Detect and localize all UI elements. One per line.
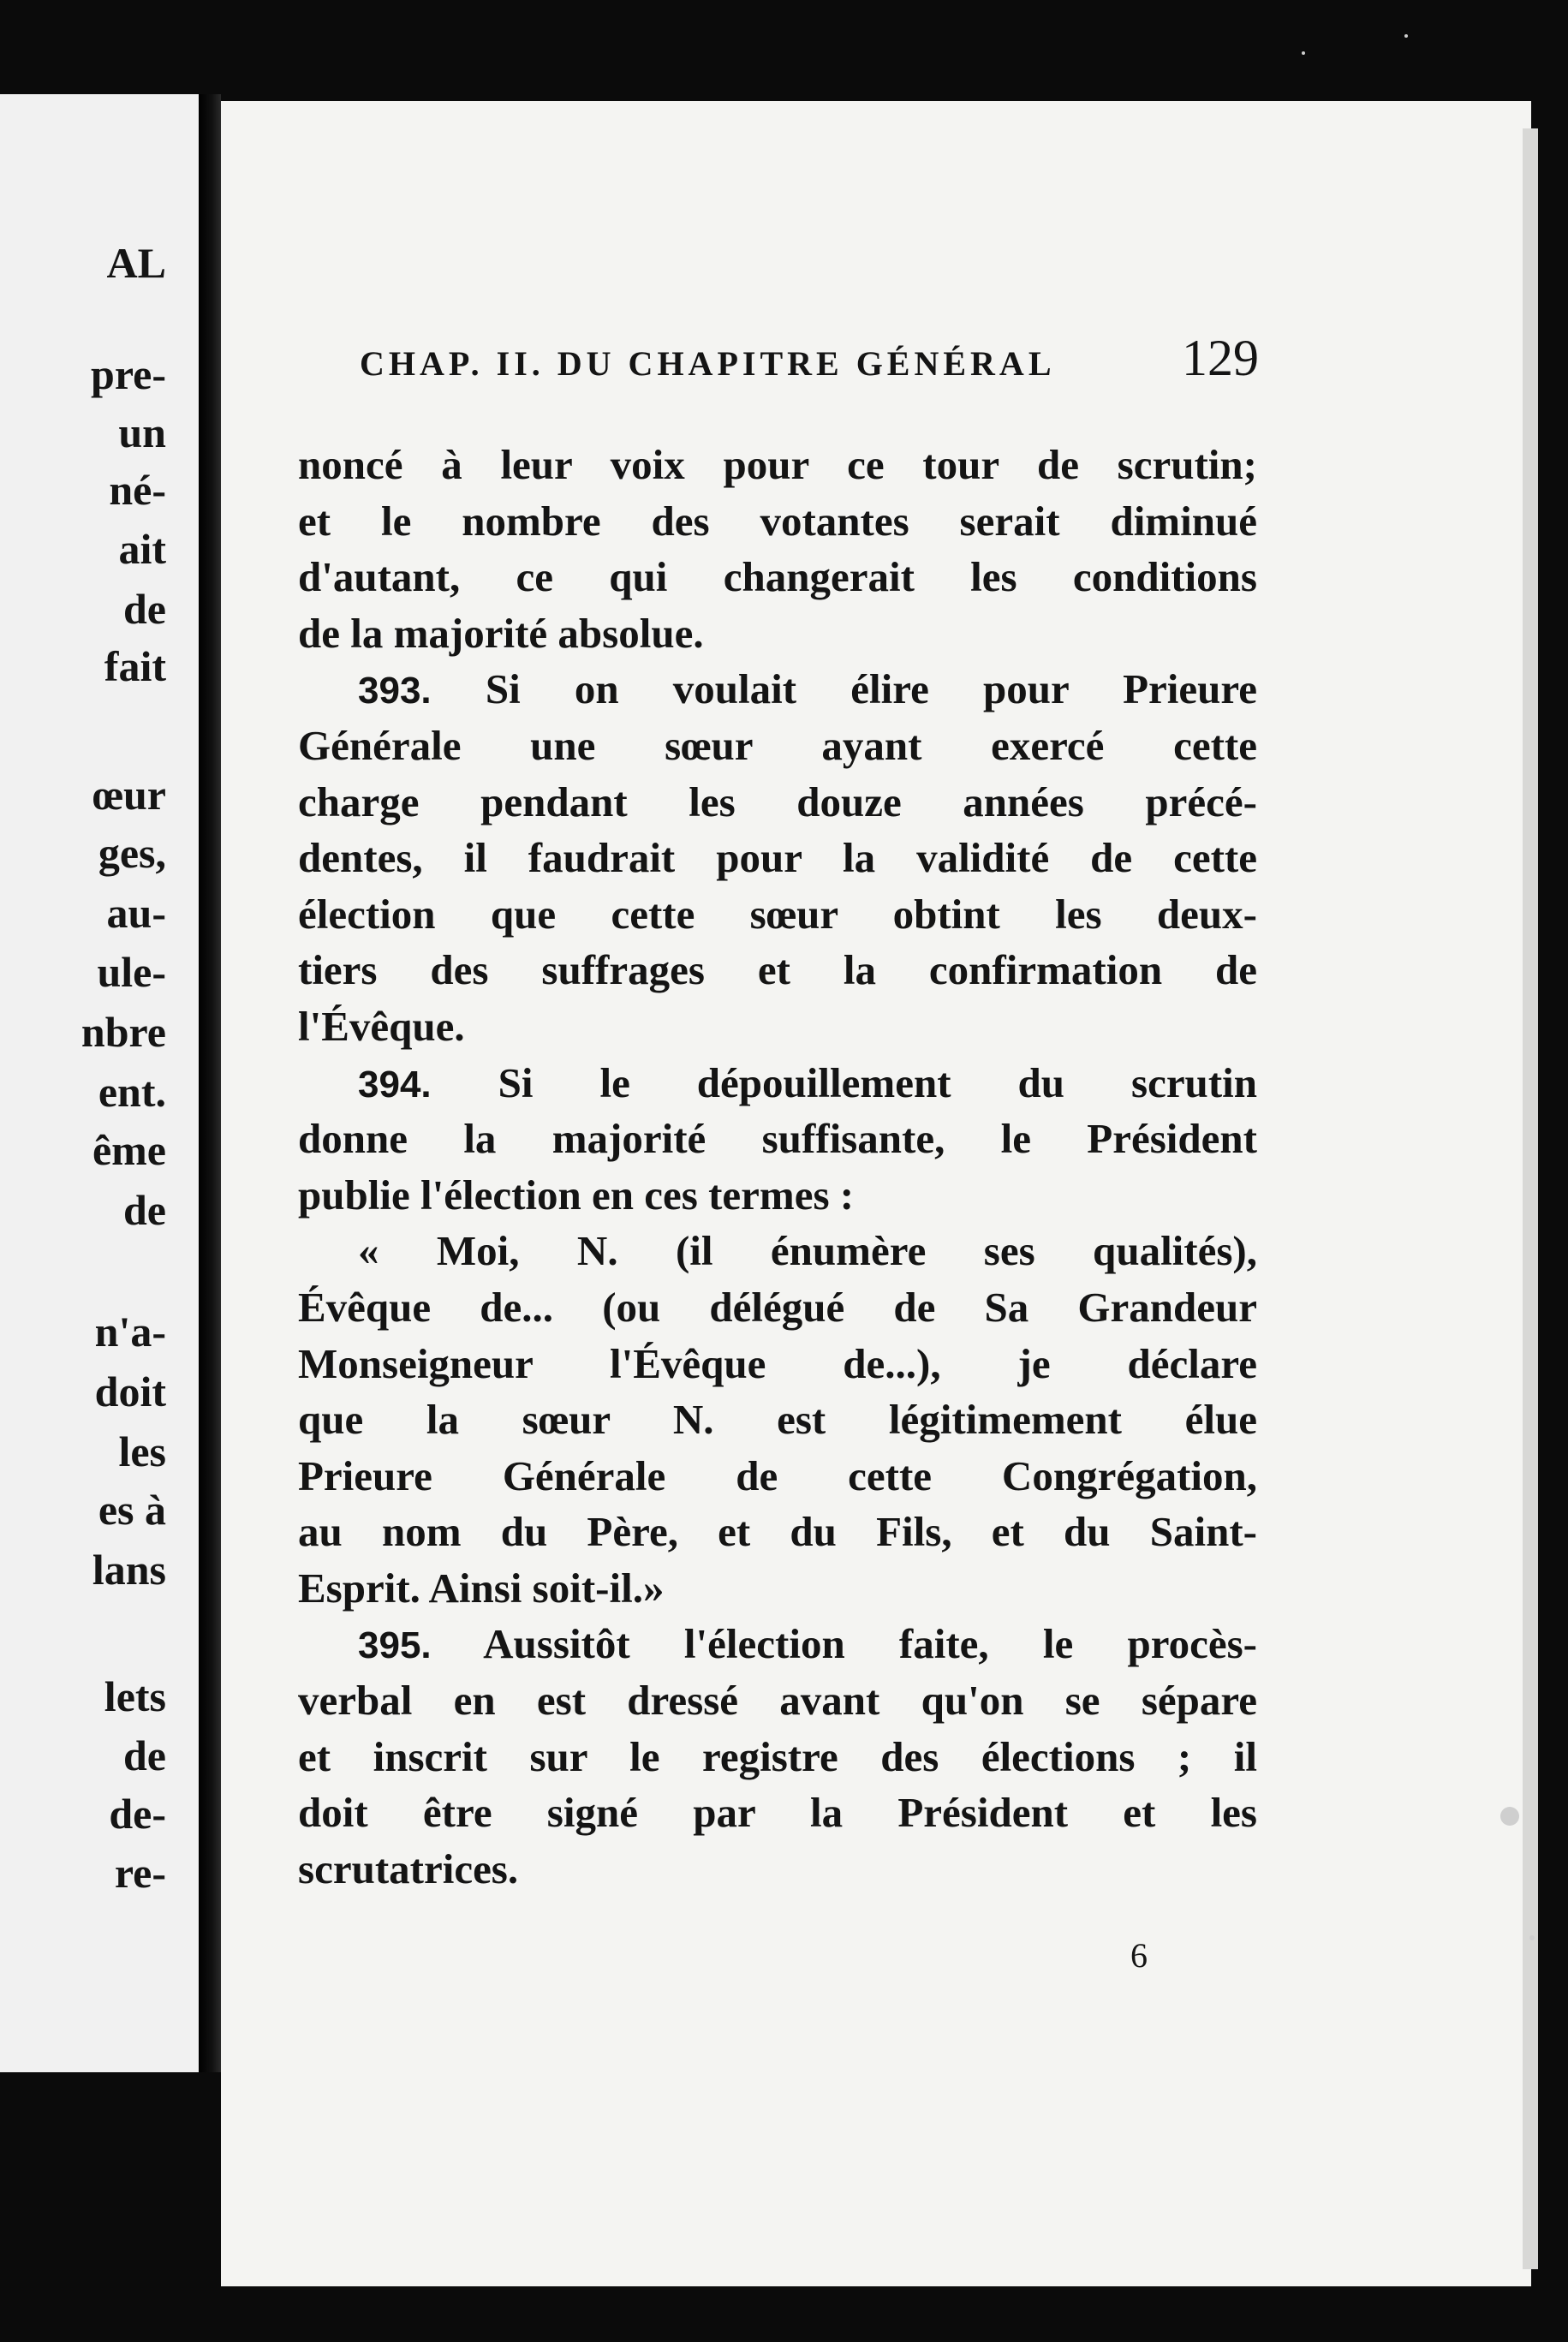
paragraph-393-first-line: 393. Si on voulait élire pour Prieure xyxy=(358,665,1257,713)
text-line: Générale une sœur ayant exercé cette xyxy=(298,721,1257,769)
scan-speck xyxy=(1500,1807,1519,1826)
paragraph-395-first-line: 395. Aussitôt l'élection faite, le procès- xyxy=(358,1620,1257,1668)
left-page-line: ges, xyxy=(98,829,166,877)
left-page-line: ent. xyxy=(98,1068,166,1116)
left-page-line: AL xyxy=(106,239,166,287)
text-line: « Moi, N. (il énumère ses qualités), xyxy=(358,1227,1257,1275)
text-line: dentes, il faudrait pour la validité de cette xyxy=(298,834,1257,882)
signature-mark: 6 xyxy=(1130,1936,1148,1975)
text-line: et le nombre des votantes serait diminué xyxy=(298,497,1257,545)
text-line: et inscrit sur le registre des élections ; il xyxy=(298,1732,1257,1780)
left-page-line: re- xyxy=(114,1849,166,1897)
text-line: Esprit. Ainsi soit-il.» xyxy=(298,1564,665,1612)
book-gutter xyxy=(199,94,221,2072)
left-page-line: doit xyxy=(94,1368,166,1415)
paragraph-number: 394. xyxy=(358,1063,432,1105)
left-page-line: pre- xyxy=(91,350,166,398)
left-page-line: les xyxy=(118,1427,166,1475)
left-page-line: œur xyxy=(92,771,166,819)
scan-speck xyxy=(1404,34,1408,38)
text-line: de la majorité absolue. xyxy=(298,609,704,657)
text-line: d'autant, ce qui changerait les conditions xyxy=(298,553,1257,601)
left-page-line: es à xyxy=(98,1486,166,1534)
left-page-line: de xyxy=(123,1186,166,1234)
left-page-line: de xyxy=(123,1731,166,1779)
text-line: donne la majorité suffisante, le Président xyxy=(298,1115,1257,1163)
left-page-line: né- xyxy=(109,466,166,514)
text-line: doit être signé par la Président et les xyxy=(298,1789,1257,1837)
text-line: publie l'élection en ces termes : xyxy=(298,1171,855,1219)
text-line: au nom du Père, et du Fils, et du Saint- xyxy=(298,1508,1257,1556)
left-page-fragment xyxy=(0,94,199,2072)
paragraph-number: 395. xyxy=(358,1624,432,1667)
left-page-line: de xyxy=(123,585,166,633)
text-line: Prieure Générale de cette Congrégation, xyxy=(298,1451,1257,1499)
text-line: noncé à leur voix pour ce tour de scrutin; xyxy=(298,441,1257,488)
text-line: charge pendant les douze années précé- xyxy=(298,778,1257,825)
left-page-line: lets xyxy=(104,1672,166,1720)
text-line: élection que cette sœur obtint les deux- xyxy=(298,890,1257,938)
page-number: 129 xyxy=(1182,330,1259,386)
left-page-line: fait xyxy=(104,642,166,690)
scan-speck xyxy=(1302,51,1305,55)
left-page-line: n'a- xyxy=(94,1308,166,1356)
left-page-line: ême xyxy=(92,1126,166,1174)
text-line: l'Évêque. xyxy=(298,1002,465,1050)
text-line: que la sœur N. est légitimement élue xyxy=(298,1396,1257,1444)
paragraph-number: 393. xyxy=(358,670,432,712)
left-page-line: de- xyxy=(109,1790,166,1838)
text-line: Monseigneur l'Évêque de...), je déclare xyxy=(298,1339,1257,1387)
chapter-title: CHAP. II. DU CHAPITRE GÉNÉRAL xyxy=(360,344,1056,383)
text-line: verbal en est dressé avant qu'on se sépare xyxy=(298,1677,1257,1725)
left-page-line: lans xyxy=(92,1546,166,1594)
page-edge xyxy=(1523,128,1538,2269)
text-line: scrutatrices. xyxy=(298,1844,519,1892)
running-head xyxy=(360,329,1259,389)
scan-speck xyxy=(1529,1935,1535,1940)
left-page-line: ule- xyxy=(97,948,166,996)
left-page-line: nbre xyxy=(80,1008,166,1056)
text-line: Évêque de... (ou délégué de Sa Grandeur xyxy=(298,1283,1257,1331)
left-page-line: ait xyxy=(118,525,166,573)
left-page-line: un xyxy=(118,408,166,456)
page-body xyxy=(298,437,1257,1897)
text-line: tiers des suffrages et la confirmation de xyxy=(298,946,1257,994)
left-page-line: au- xyxy=(106,889,166,937)
paragraph-394-first-line: 394. Si le dépouillement du scrutin xyxy=(358,1058,1257,1106)
